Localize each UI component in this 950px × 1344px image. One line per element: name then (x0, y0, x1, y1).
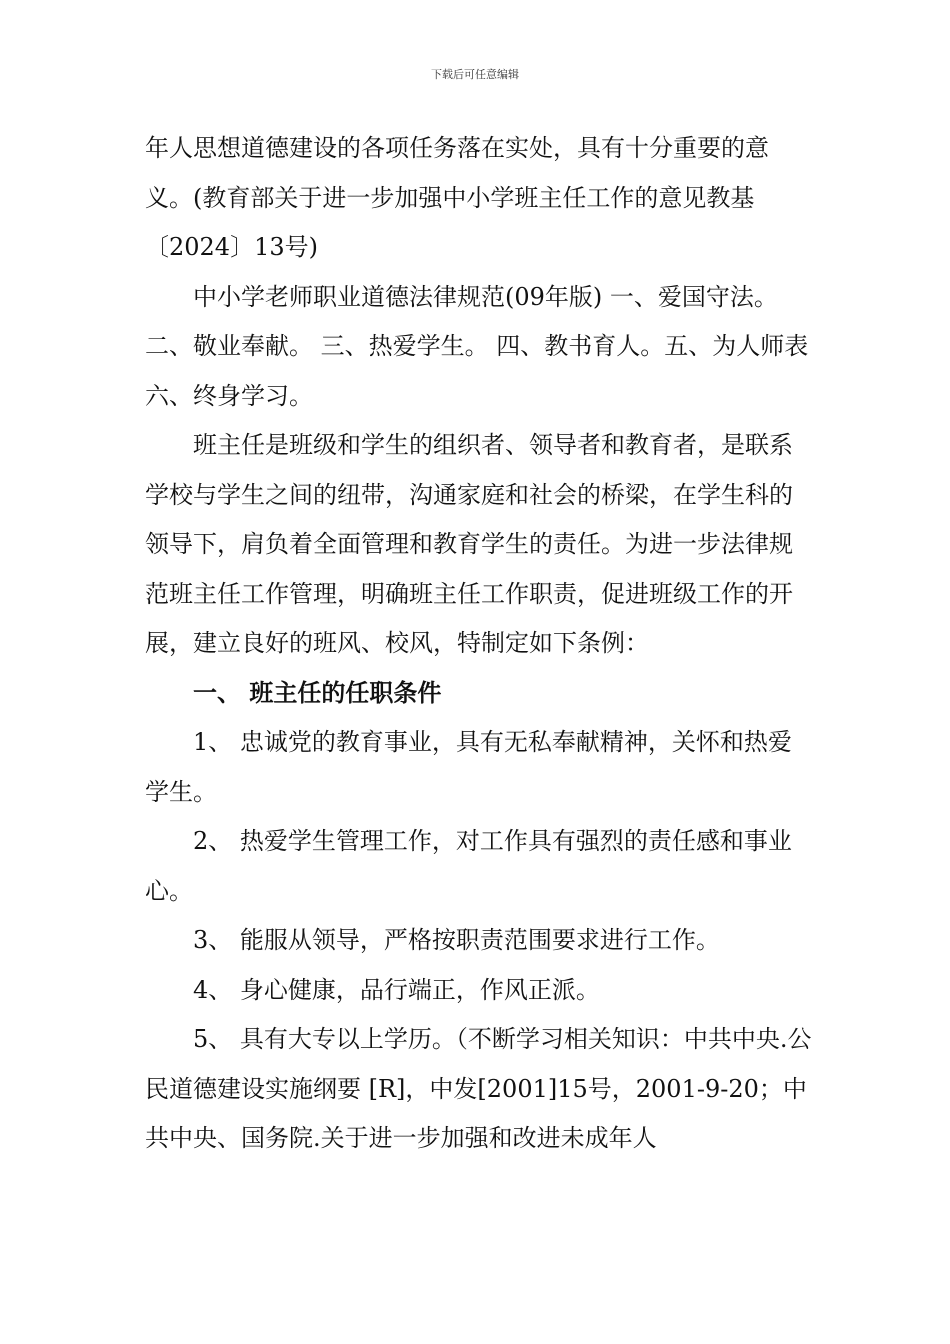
list-item-4: 4、 身心健康，品行端正，作风正派。 (193, 975, 600, 1004)
section-heading-qualifications: 一、 班主任的任职条件 (193, 678, 442, 707)
paragraph-head-teacher-role: 班主任是班级和学生的组织者、领导者和教育者，是联系学校与学生之间的纽带，沟通家庭和社会的桥梁，在学生科的领导下，肩负着全面管理和教育学生的责任。为进一步法律规范班主任工作管理，明确班主任工作职责，促进班级工作的开展，建立良好的班风、校风，特制定如下条例： (145, 431, 793, 657)
document-body (145, 124, 813, 1164)
list-item-3: 3、 能服从领导，严格按职责范围要求进行工作。 (193, 926, 720, 954)
list-item-2: 2、 热爱学生管理工作，对工作具有强烈的责任感和事业心。 (145, 827, 792, 905)
list-item-5: 5、 具有大专以上学历。（不断学习相关知识：中共中央.公民道德建设实施纲要 [R]，中发[2001]15号，2001-9-20；中共中央、国务院.关于进一步加强和改进未成年人 (145, 1025, 812, 1152)
paragraph-continuation: 年人思想道德建设的各项任务落在实处，具有十分重要的意义。(教育部关于进一步加强中小学班主任工作的意见教基〔2024〕13号) (145, 134, 769, 261)
list-item-1: 1、 忠诚党的教育事业，具有无私奉献精神，关怀和热爱学生。 (145, 728, 792, 806)
paragraph-ethics-norms: 中小学老师职业道德法律规范(09年版) 一、爱国守法。 二、敬业奉献。 三、热爱学生。 四、教书育人。五、为人师表六、终身学习。 (145, 282, 809, 410)
page-header: 下载后可任意编辑 (431, 68, 519, 81)
